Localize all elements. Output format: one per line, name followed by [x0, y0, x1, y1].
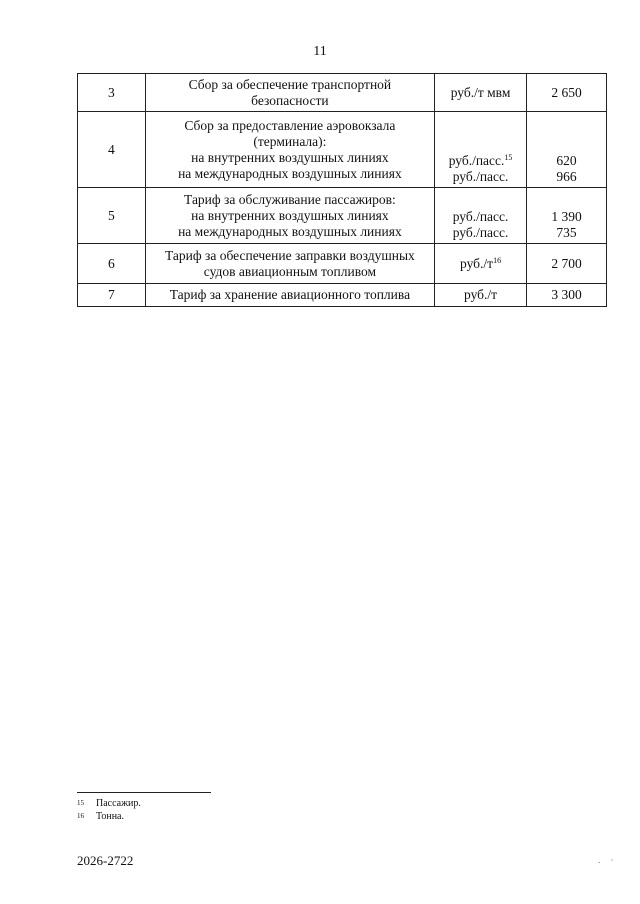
row-name [145, 188, 434, 244]
scan-specks: . · [598, 855, 618, 865]
footnote-ref: 15 [504, 153, 513, 162]
row-unit [435, 188, 527, 244]
value-text: 1 390 [551, 209, 582, 224]
footnote [77, 810, 141, 823]
document-code: 2026-2722 [77, 853, 134, 868]
table-row [78, 284, 607, 307]
row-name-line: на внутренних воздушных линиях [191, 207, 389, 223]
row-name-line: безопасности [251, 92, 329, 108]
row-name-line: судов авиационным топливом [203, 263, 377, 279]
footnote-divider [77, 792, 211, 793]
unit-text: руб./пасс. [448, 153, 505, 168]
footnote-text: Пассажир. [96, 798, 141, 809]
footnote-mark: 15 [77, 799, 84, 807]
tariff-table [77, 73, 607, 307]
row-number: 3 [78, 74, 146, 112]
row-value: 2 700 [527, 244, 607, 284]
row-value: 3 300 [527, 284, 607, 307]
footnote-text: Тонна. [96, 811, 124, 822]
value-text: 620 [556, 153, 577, 168]
unit-text: руб./пасс. [452, 225, 509, 240]
row-value: 2 650 [527, 74, 607, 112]
row-name-line: Сбор за обеспечение транспортной [188, 76, 392, 92]
page-number: 11 [313, 44, 327, 59]
row-unit: руб./т мвм [435, 74, 527, 112]
row-name-line: Тариф за обслуживание пассажиров: [184, 191, 396, 207]
row-name [145, 112, 434, 188]
footnote-mark: 16 [77, 812, 84, 820]
value-text: 735 [556, 225, 577, 240]
row-name [145, 74, 434, 112]
row-value [527, 112, 607, 188]
table-row [78, 74, 607, 112]
footnote-ref: 16 [493, 255, 502, 265]
row-name-line: Сбор за предоставление аэровокзала [184, 117, 396, 133]
table-row [78, 188, 607, 244]
footnote [77, 797, 141, 810]
row-name-line: на внутренних воздушных линиях [191, 149, 389, 165]
row-unit [435, 112, 527, 188]
row-name-line: (терминала): [253, 133, 327, 149]
unit-text: руб./т [460, 255, 494, 271]
row-value [527, 188, 607, 244]
table-row [78, 244, 607, 284]
row-number: 6 [78, 244, 146, 284]
unit-text: руб./пасс. [452, 169, 509, 184]
row-number: 4 [78, 112, 146, 188]
row-name-line: Тариф за обеспечение заправки воздушных [165, 247, 415, 263]
row-name: Тариф за хранение авиационного топлива [145, 284, 434, 307]
row-name-line: на международных воздушных линиях [178, 223, 402, 239]
row-name-line: на международных воздушных линиях [178, 165, 402, 181]
value-text: 966 [556, 169, 577, 184]
table-row [78, 112, 607, 188]
row-unit [435, 244, 527, 284]
row-unit: руб./т [435, 284, 527, 307]
row-number: 7 [78, 284, 146, 307]
footnotes [77, 797, 141, 823]
row-number: 5 [78, 188, 146, 244]
row-name [145, 244, 434, 284]
unit-text: руб./пасс. [452, 209, 509, 224]
